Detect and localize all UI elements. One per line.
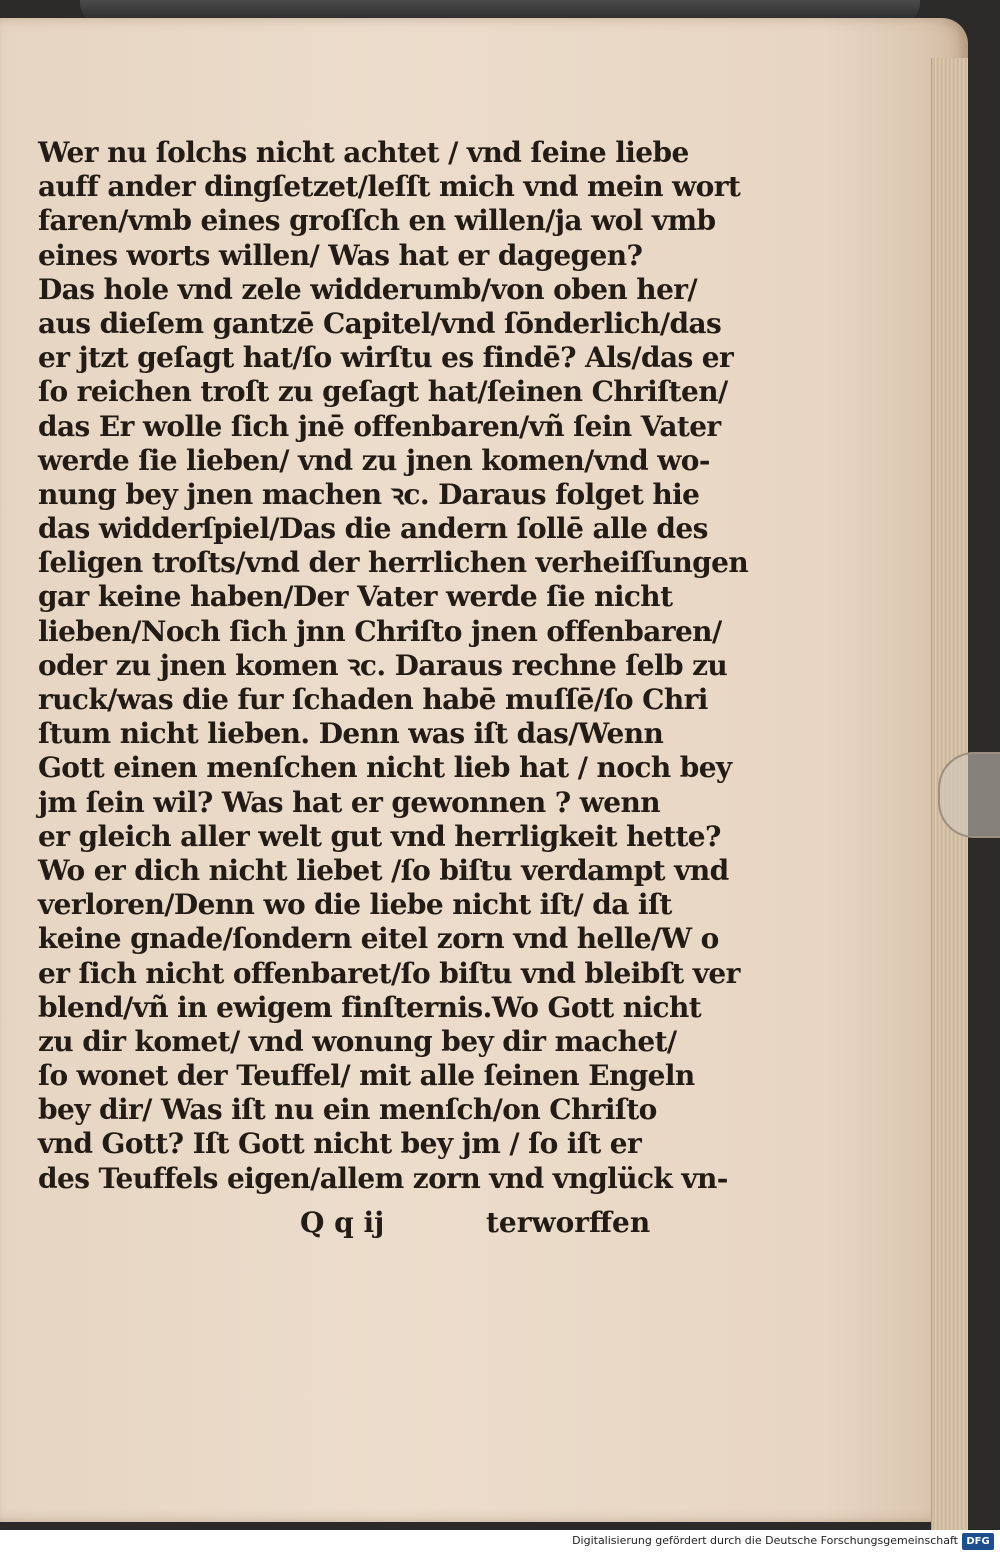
text-line: blend/vñ in ewigem finſternis.Wo Gott nicht bbox=[38, 990, 702, 1024]
text-line: bey dir/ Was iſt nu ein menſch/on Chriſto bbox=[38, 1093, 657, 1127]
text-line: ſo wonet der Teuffel/ mit alle ſeinen Engeln bbox=[38, 1059, 695, 1093]
text-line: vnd Gott? Iſt Gott nicht bey jm / ſo iſt er bbox=[38, 1127, 642, 1161]
text-line: oder zu jnen komen ꝛc. Daraus rechne ſelb zu bbox=[38, 648, 728, 682]
text-line: Wer nu ſolchs nicht achtet / vnd ſeine liebe bbox=[38, 136, 689, 169]
text-line: jm ſein wil? Was hat er gewonnen ? wenn bbox=[38, 785, 660, 819]
footer-credit: Digitalisierung gefördert durch die Deutsche Forschungsgemeinschaft bbox=[572, 1534, 958, 1547]
text-line: des Teuffels eigen/allem zorn vnd vnglück vn- bbox=[38, 1161, 728, 1195]
text-line: faren/vmb eines groſſch en willen/ja wol vmb bbox=[38, 204, 716, 238]
text-line: verloren/Denn wo die liebe nicht iſt/ da iſt bbox=[38, 888, 672, 922]
text-line: keine gnade/ſondern eitel zorn vnd helle/W o bbox=[38, 922, 719, 956]
text-line: Gott einen menſchen nicht lieb hat / noch bey bbox=[38, 751, 732, 785]
text-line: zu dir komet/ vnd wonung bey dir machet/ bbox=[38, 1024, 677, 1058]
text-line: das Er wolle ſich jnē offenbaren/vñ ſein Vater bbox=[38, 409, 721, 443]
text-line: Wo er dich nicht liebet /ſo biſtu verdampt vnd bbox=[38, 853, 729, 887]
text-line: ſo reichen troſt zu geſagt hat/ſeinen Chriſten/ bbox=[38, 375, 728, 409]
text-line: nung bey jnen machen ꝛc. Daraus folget hie bbox=[38, 477, 700, 511]
text-line: lieben/Noch ſich jnn Chriſto jnen offenbaren/ bbox=[38, 614, 722, 648]
text-line: gar keine haben/Der Vater werde ſie nicht bbox=[38, 580, 673, 614]
text-block bbox=[38, 136, 749, 1196]
text-line: eines worts willen/ Was hat er dagegen? bbox=[38, 238, 643, 272]
footer bbox=[0, 1530, 1000, 1555]
text-line: aus dieſem gantzē Capitel/vnd ſōnderlich/das bbox=[38, 306, 722, 340]
text-line: auff ander dingſetzet/leſſt mich vnd mein wort bbox=[38, 170, 741, 204]
text-line: er jtzt geſagt hat/ſo wirſtu es findē? Als/das er bbox=[38, 341, 734, 375]
catchword: terworffen bbox=[486, 1206, 651, 1239]
text-line: er ſich nicht offenbaret/ſo biſtu vnd bleibſt ver bbox=[38, 956, 740, 990]
dfg-logo-icon: DFG bbox=[962, 1533, 994, 1550]
text-line: Das hole vnd zele widderumb/von oben her/ bbox=[38, 272, 698, 306]
signature-mark: Q q ij bbox=[300, 1206, 385, 1239]
book-clip bbox=[938, 752, 1000, 838]
text-line: er gleich aller welt gut vnd herrligkeit hette? bbox=[38, 819, 721, 853]
text-line: ſtum nicht lieben. Denn was iſt das/Wenn bbox=[38, 717, 664, 751]
text-line: werde ſie lieben/ vnd zu jnen komen/vnd wo- bbox=[38, 443, 710, 477]
text-line: das widderſpiel/Das die andern ſollē alle des bbox=[38, 512, 708, 546]
text-line: ſeligen troſts/vnd der herrlichen verheiſſungen bbox=[38, 546, 749, 580]
text-line: ruck/was die fur ſchaden habē muſſē/ſo Chri bbox=[38, 683, 708, 716]
